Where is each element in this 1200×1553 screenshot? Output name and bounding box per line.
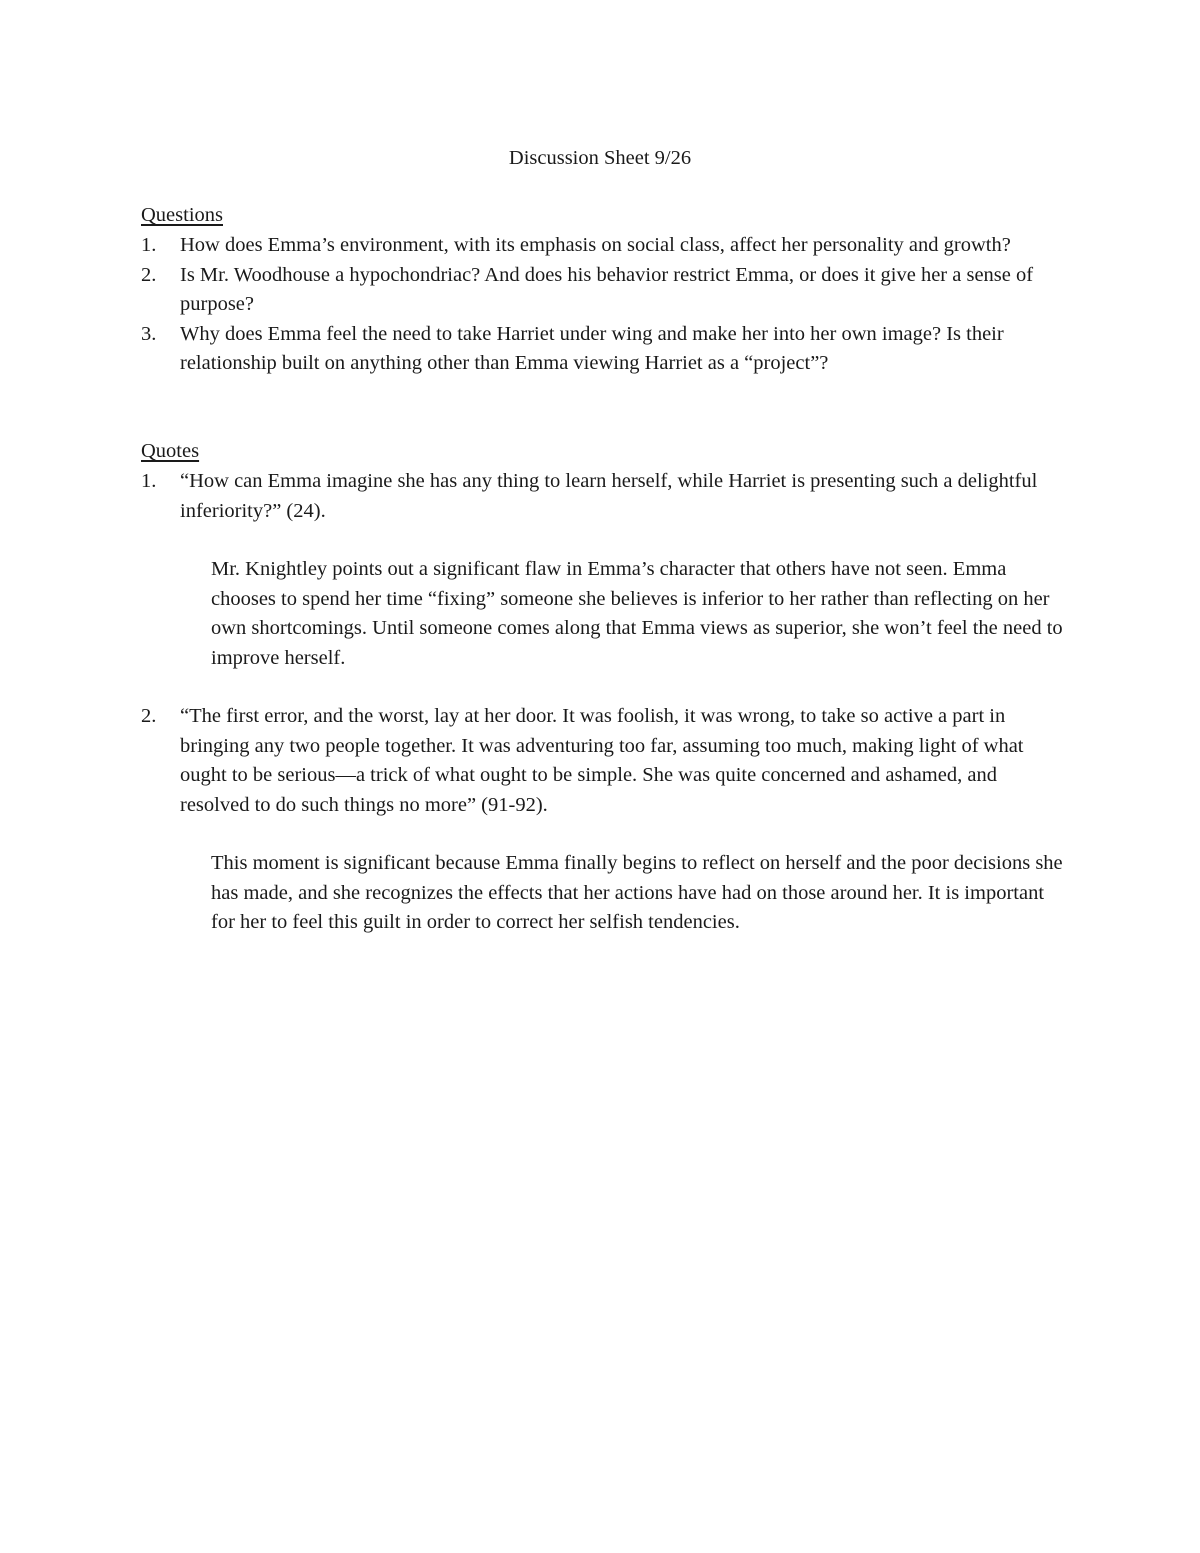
quote-number: 2. xyxy=(141,705,157,727)
question-text: How does Emma’s environment, with its emphasis on social class, affect her personality and growth? xyxy=(180,234,1011,256)
quote-text: “The first error, and the worst, lay at her door. It was foolish, it was wrong, to take so active a part in bringing any two people together. It was adventuring too far, assuming too much, making light of what ought to be serious—a trick of what ought to be simple. She was quite concerned and ashamed, and resolved to do such things no more” (91-92). xyxy=(180,705,1024,816)
quote-text: “How can Emma imagine she has any thing to learn herself, while Harriet is presenting such a delightful inferiority?” (24). xyxy=(180,470,1038,522)
question-item xyxy=(141,231,1071,261)
quotes-list-1 xyxy=(141,467,1071,526)
quote-commentary: Mr. Knightley points out a significant flaw in Emma’s character that others have not seen. Emma chooses to spend her time “fixing” someone she believes is inferior to her rather than reflecting on her own shortcomings. Until someone comes along that Emma views as superior, she won’t feel the need to improve herself. xyxy=(211,558,1063,669)
quotes-list-2 xyxy=(141,702,1071,820)
question-number: 1. xyxy=(141,234,157,256)
questions-list xyxy=(141,231,1071,379)
quote-number: 1. xyxy=(141,470,157,492)
question-number: 2. xyxy=(141,263,157,286)
page-title: Discussion Sheet 9/26 xyxy=(508,147,692,169)
question-item xyxy=(141,261,1071,320)
questions-heading: Questions xyxy=(141,204,223,226)
quote-item xyxy=(141,702,1071,820)
question-number: 3. xyxy=(141,322,157,345)
question-text: Is Mr. Woodhouse a hypochondriac? And does his behavior restrict Emma, or does it give her a sense of purpose? xyxy=(180,263,1034,315)
quote-item xyxy=(141,467,1071,526)
quote-commentary: This moment is significant because Emma finally begins to reflect on herself and the poor decisions she has made, and she recognizes the effects that her actions have had on those around her. It is important for her to feel this guilt in order to correct her selfish tendencies. xyxy=(211,852,1063,933)
question-item xyxy=(141,320,1071,379)
question-text: Why does Emma feel the need to take Harriet under wing and make her into her own image? Is their relationship built on anything other than Emma viewing Harriet as a “project”? xyxy=(180,322,1004,374)
quotes-heading: Quotes xyxy=(141,440,200,462)
